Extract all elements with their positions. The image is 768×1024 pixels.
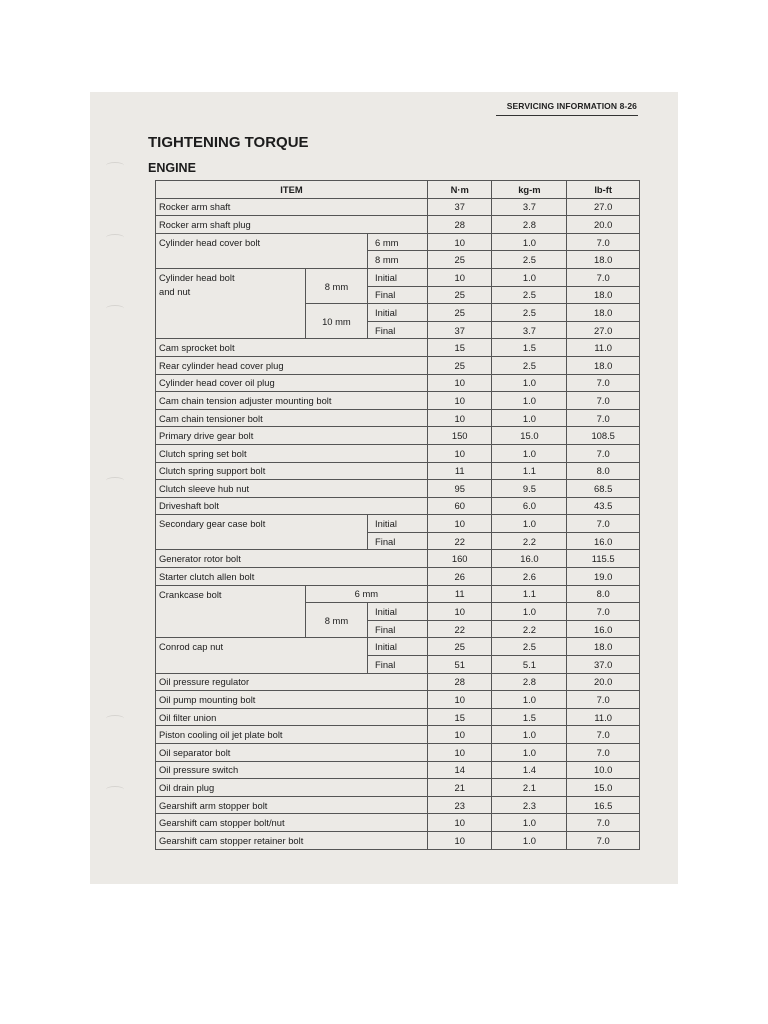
nm-cell: 11 [427, 585, 492, 603]
size-cell: 8 mm [305, 603, 367, 638]
table-header-row [156, 181, 640, 199]
kgm-cell: 1.1 [492, 585, 567, 603]
nm-cell: 37 [427, 321, 492, 339]
kgm-cell: 1.0 [492, 374, 567, 392]
lbft-cell: 8.0 [567, 462, 640, 480]
nm-cell: 10 [427, 515, 492, 533]
kgm-cell: 2.6 [492, 568, 567, 586]
column-header-lbft: lb-ft [567, 181, 640, 199]
lbft-cell: 11.0 [567, 339, 640, 357]
binder-hole-mark [106, 234, 124, 241]
stage-cell: Initial [368, 603, 428, 621]
lbft-cell: 15.0 [567, 779, 640, 797]
kgm-cell: 1.0 [492, 409, 567, 427]
table-row [156, 409, 640, 427]
running-header: SERVICING INFORMATION 8-26 [506, 101, 637, 111]
lbft-cell: 10.0 [567, 761, 640, 779]
kgm-cell: 2.2 [492, 620, 567, 638]
table-row [156, 708, 640, 726]
item-cell: Rear cylinder head cover plug [156, 356, 428, 374]
item-cell: Cam chain tension adjuster mounting bolt [156, 392, 428, 410]
nm-cell: 28 [427, 216, 492, 234]
table-row [156, 356, 640, 374]
kgm-cell: 6.0 [492, 497, 567, 515]
item-cell: Generator rotor bolt [156, 550, 428, 568]
nm-cell: 10 [427, 831, 492, 849]
lbft-cell: 43.5 [567, 497, 640, 515]
nm-cell: 10 [427, 603, 492, 621]
nm-cell: 60 [427, 497, 492, 515]
table-row [156, 814, 640, 832]
kgm-cell: 1.0 [492, 515, 567, 533]
table-row [156, 268, 640, 286]
item-line: Cylinder head bolt [159, 271, 235, 283]
nm-cell: 15 [427, 708, 492, 726]
kgm-cell: 1.0 [492, 233, 567, 251]
nm-cell: 23 [427, 796, 492, 814]
torque-table [155, 180, 640, 850]
nm-cell: 14 [427, 761, 492, 779]
item-cell: Gearshift arm stopper bolt [156, 796, 428, 814]
item-cell [156, 268, 306, 338]
table-row [156, 427, 640, 445]
nm-cell: 10 [427, 744, 492, 762]
item-cell: Clutch sleeve hub nut [156, 480, 428, 498]
lbft-cell: 16.0 [567, 532, 640, 550]
nm-cell: 37 [427, 198, 492, 216]
kgm-cell: 5.1 [492, 656, 567, 674]
kgm-cell: 1.0 [492, 726, 567, 744]
table-row [156, 374, 640, 392]
table-row [156, 585, 640, 603]
lbft-cell: 7.0 [567, 515, 640, 533]
table-row [156, 691, 640, 709]
lbft-cell: 16.5 [567, 796, 640, 814]
table-row [156, 761, 640, 779]
kgm-cell: 1.0 [492, 268, 567, 286]
item-cell: Rocker arm shaft [156, 198, 428, 216]
lbft-cell: 7.0 [567, 744, 640, 762]
table-row [156, 462, 640, 480]
lbft-cell: 115.5 [567, 550, 640, 568]
nm-cell: 25 [427, 286, 492, 304]
kgm-cell: 1.0 [492, 691, 567, 709]
lbft-cell: 20.0 [567, 216, 640, 234]
item-cell: Oil pressure switch [156, 761, 428, 779]
item-cell: Oil pump mounting bolt [156, 691, 428, 709]
kgm-cell: 9.5 [492, 480, 567, 498]
item-cell: Rocker arm shaft plug [156, 216, 428, 234]
page-title: TIGHTENING TORQUE [148, 134, 309, 151]
lbft-cell: 68.5 [567, 480, 640, 498]
column-header-item: ITEM [156, 181, 428, 199]
kgm-cell: 2.3 [492, 796, 567, 814]
nm-cell: 25 [427, 304, 492, 322]
lbft-cell: 18.0 [567, 286, 640, 304]
nm-cell: 10 [427, 726, 492, 744]
column-header-nm: N·m [427, 181, 492, 199]
item-cell: Conrod cap nut [156, 638, 368, 673]
item-line: and nut [159, 285, 191, 297]
nm-cell: 160 [427, 550, 492, 568]
item-cell: Clutch spring support bolt [156, 462, 428, 480]
lbft-cell: 7.0 [567, 603, 640, 621]
binder-hole-mark [106, 477, 124, 484]
item-cell: Oil filter union [156, 708, 428, 726]
kgm-cell: 2.5 [492, 304, 567, 322]
nm-cell: 26 [427, 568, 492, 586]
table-row [156, 444, 640, 462]
lbft-cell: 7.0 [567, 233, 640, 251]
kgm-cell: 2.5 [492, 638, 567, 656]
nm-cell: 25 [427, 638, 492, 656]
nm-cell: 10 [427, 268, 492, 286]
kgm-cell: 1.5 [492, 339, 567, 357]
table-row [156, 568, 640, 586]
nm-cell: 22 [427, 620, 492, 638]
item-cell: Oil pressure regulator [156, 673, 428, 691]
nm-cell: 10 [427, 374, 492, 392]
kgm-cell: 1.0 [492, 831, 567, 849]
table-row [156, 673, 640, 691]
kgm-cell: 1.1 [492, 462, 567, 480]
stage-cell: Final [368, 620, 428, 638]
table-row [156, 480, 640, 498]
lbft-cell: 37.0 [567, 656, 640, 674]
nm-cell: 150 [427, 427, 492, 445]
lbft-cell: 7.0 [567, 268, 640, 286]
nm-cell: 25 [427, 356, 492, 374]
kgm-cell: 2.2 [492, 532, 567, 550]
manual-page [90, 92, 678, 884]
nm-cell: 10 [427, 392, 492, 410]
table-row [156, 726, 640, 744]
item-cell: Secondary gear case bolt [156, 515, 368, 550]
kgm-cell: 1.0 [492, 444, 567, 462]
kgm-cell: 1.0 [492, 814, 567, 832]
table-row [156, 497, 640, 515]
stage-cell: Final [368, 321, 428, 339]
table-row [156, 392, 640, 410]
table-row [156, 550, 640, 568]
kgm-cell: 1.4 [492, 761, 567, 779]
binder-hole-mark [106, 305, 124, 312]
table-row [156, 198, 640, 216]
nm-cell: 21 [427, 779, 492, 797]
stage-cell: Initial [368, 304, 428, 322]
nm-cell: 11 [427, 462, 492, 480]
header-rule [496, 115, 638, 116]
stage-cell: Initial [368, 268, 428, 286]
stage-cell: Initial [368, 515, 428, 533]
lbft-cell: 18.0 [567, 638, 640, 656]
kgm-cell: 2.5 [492, 356, 567, 374]
lbft-cell: 18.0 [567, 304, 640, 322]
stage-cell: Final [368, 286, 428, 304]
kgm-cell: 2.8 [492, 673, 567, 691]
nm-cell: 28 [427, 673, 492, 691]
kgm-cell: 2.8 [492, 216, 567, 234]
lbft-cell: 27.0 [567, 321, 640, 339]
binder-hole-mark [106, 715, 124, 722]
lbft-cell: 20.0 [567, 673, 640, 691]
binder-hole-mark [106, 786, 124, 793]
kgm-cell: 2.5 [492, 251, 567, 269]
table-row [156, 779, 640, 797]
item-cell: Gearshift cam stopper retainer bolt [156, 831, 428, 849]
table-row [156, 796, 640, 814]
nm-cell: 25 [427, 251, 492, 269]
lbft-cell: 108.5 [567, 427, 640, 445]
table-row [156, 744, 640, 762]
item-cell: Cylinder head cover oil plug [156, 374, 428, 392]
lbft-cell: 7.0 [567, 444, 640, 462]
lbft-cell: 27.0 [567, 198, 640, 216]
item-cell: Driveshaft bolt [156, 497, 428, 515]
item-cell: Crankcase bolt [156, 585, 306, 638]
stage-cell: Final [368, 532, 428, 550]
kgm-cell: 16.0 [492, 550, 567, 568]
size-cell: 6 mm [368, 233, 428, 251]
lbft-cell: 7.0 [567, 374, 640, 392]
binder-hole-mark [106, 162, 124, 169]
table-row [156, 638, 640, 656]
table-row [156, 515, 640, 533]
item-cell: Oil separator bolt [156, 744, 428, 762]
lbft-cell: 7.0 [567, 831, 640, 849]
nm-cell: 95 [427, 480, 492, 498]
kgm-cell: 1.0 [492, 744, 567, 762]
lbft-cell: 11.0 [567, 708, 640, 726]
kgm-cell: 2.5 [492, 286, 567, 304]
item-cell: Piston cooling oil jet plate bolt [156, 726, 428, 744]
item-cell: Cam sprocket bolt [156, 339, 428, 357]
lbft-cell: 16.0 [567, 620, 640, 638]
item-cell: Cam chain tensioner bolt [156, 409, 428, 427]
kgm-cell: 3.7 [492, 321, 567, 339]
kgm-cell: 1.5 [492, 708, 567, 726]
size-cell: 10 mm [305, 304, 367, 339]
nm-cell: 10 [427, 691, 492, 709]
nm-cell: 10 [427, 233, 492, 251]
lbft-cell: 8.0 [567, 585, 640, 603]
stage-cell: Initial [368, 638, 428, 656]
lbft-cell: 18.0 [567, 356, 640, 374]
kgm-cell: 1.0 [492, 392, 567, 410]
table-row [156, 233, 640, 251]
size-cell: 8 mm [368, 251, 428, 269]
size-cell: 6 mm [305, 585, 427, 603]
nm-cell: 22 [427, 532, 492, 550]
nm-cell: 51 [427, 656, 492, 674]
item-cell: Starter clutch allen bolt [156, 568, 428, 586]
table-row [156, 216, 640, 234]
kgm-cell: 3.7 [492, 198, 567, 216]
section-title: ENGINE [148, 161, 196, 175]
table-row [156, 831, 640, 849]
item-cell: Gearshift cam stopper bolt/nut [156, 814, 428, 832]
kgm-cell: 1.0 [492, 603, 567, 621]
lbft-cell: 7.0 [567, 392, 640, 410]
nm-cell: 15 [427, 339, 492, 357]
lbft-cell: 7.0 [567, 726, 640, 744]
column-header-kgm: kg-m [492, 181, 567, 199]
kgm-cell: 2.1 [492, 779, 567, 797]
nm-cell: 10 [427, 814, 492, 832]
nm-cell: 10 [427, 409, 492, 427]
stage-cell: Final [368, 656, 428, 674]
table-row [156, 339, 640, 357]
item-cell: Primary drive gear bolt [156, 427, 428, 445]
size-cell: 8 mm [305, 268, 367, 303]
kgm-cell: 15.0 [492, 427, 567, 445]
lbft-cell: 7.0 [567, 814, 640, 832]
item-cell: Cylinder head cover bolt [156, 233, 368, 268]
lbft-cell: 19.0 [567, 568, 640, 586]
lbft-cell: 7.0 [567, 691, 640, 709]
item-cell: Oil drain plug [156, 779, 428, 797]
lbft-cell: 18.0 [567, 251, 640, 269]
item-cell: Clutch spring set bolt [156, 444, 428, 462]
nm-cell: 10 [427, 444, 492, 462]
lbft-cell: 7.0 [567, 409, 640, 427]
